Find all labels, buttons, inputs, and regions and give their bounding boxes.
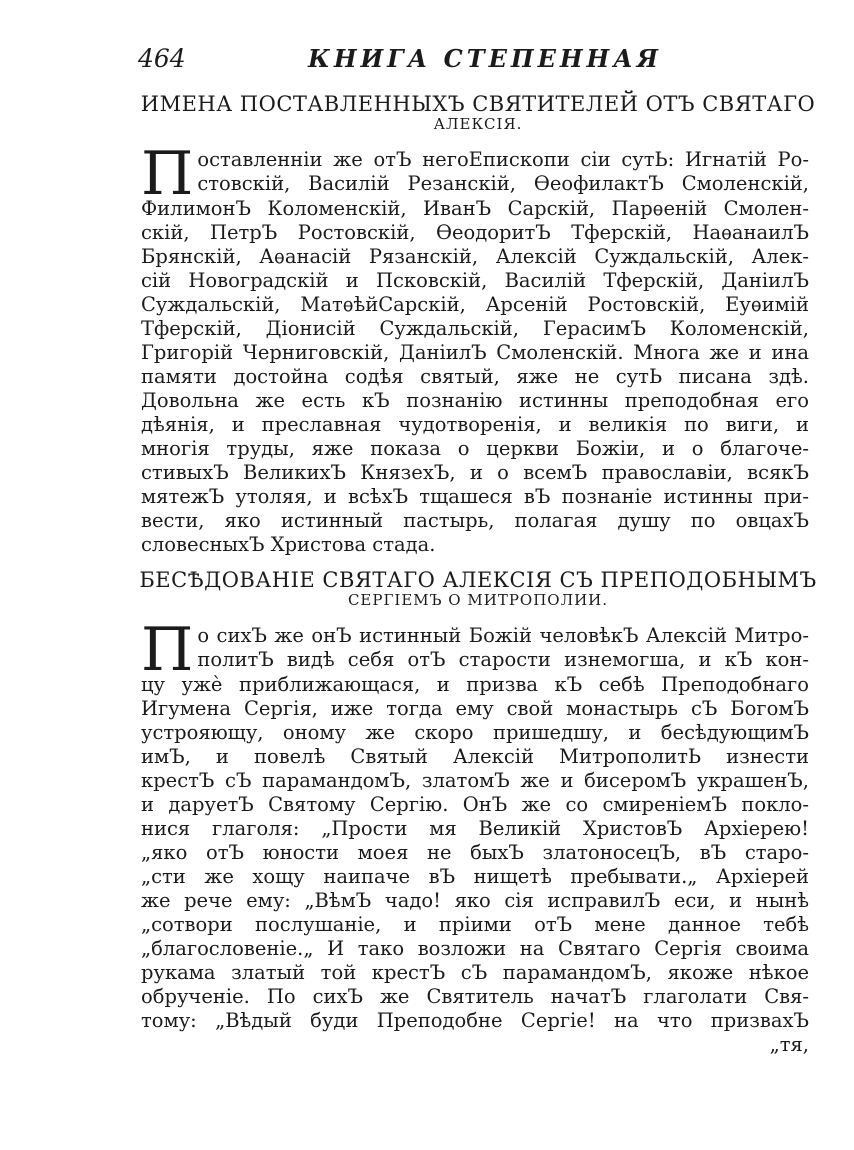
text-line: памяти достойна содѣя святый, яже не сутЬ писана здѣ. — [141, 365, 809, 388]
section2-title: БЕСѢДОВАНІЕ СВЯТАГО АЛЕКСІЯ СЪ ПРЕПОДОБНЫМЪ — [139, 568, 817, 592]
text-line: Довольна же есть кЪ познанію истинны преподобная его — [141, 389, 809, 412]
text-line: крестЪ сЪ парамандомЪ, златомЪ же и бисеромЪ украшенЪ, — [141, 769, 809, 792]
section2-dropcap: П — [141, 615, 194, 685]
text-line: Брянскій, Аѳанасій Рязанскій, Алексій Суждальскій, Алек- — [141, 245, 809, 268]
text-line: имЪ, и повелѣ Святый Алексій МитрополитЬ изнести — [141, 745, 809, 768]
text-line: Игумена Сергія, иже тогда ему свой монастырь сЪ БогомЪ — [141, 697, 809, 720]
text-line: нися глаголя: „Прости мя Великій ХристовЪ Архіерею! — [141, 817, 809, 840]
text-line: тому: „Вѣдый буди Преподобне Сергіе! на что призвахЪ — [141, 1009, 809, 1032]
text-line: политЪ видѣ себя отЪ старости изнемогша, и кЪ кон- — [197, 648, 809, 671]
text-line: „яко отЪ юности моея не быхЪ златоносецЪ, вЪ старо- — [141, 841, 809, 864]
text-line: „благословеніе.„ И тако возложи на Святаго Сергія своима — [141, 937, 809, 960]
text-line: вести, яко истинный пастырь, полагая душу по овцахЪ — [141, 509, 809, 532]
text-line: скій, ПетрЪ Ростовскій, ѲеодоритЪ Тферскій, НаѳанаилЪ — [141, 221, 809, 244]
text-line: „сти же хощу наипаче вЪ нищетѣ пребывати.„ Архіерей — [141, 865, 809, 888]
section2-subtitle: СЕРГІЕМЪ О МИТРОПОЛИИ. — [347, 591, 609, 610]
text-line: же рече ему: „ВѣмЪ чадо! яко сія исправилЪ еси, и нынѣ — [141, 889, 809, 912]
text-line: словесныхЪ Христова стада. — [141, 533, 436, 556]
text-line: дѣянія, и преславная чудотворенія, и великія по виги, и — [141, 413, 809, 436]
text-line: рукама златый той крестЪ сЪ парамандомЪ, якоже нѣкое — [141, 961, 809, 984]
section1-body — [141, 139, 809, 557]
text-line: Суждальскій, МатѳѣйСарскій, Арсеній Ростовскій, Еуѳимій — [141, 293, 809, 316]
section1-title: ИМЕНА ПОСТАВЛЕННЫХЪ СВЯТИТЕЛЕЙ ОТЪ СВЯТАГО — [140, 92, 816, 116]
text-line: оставленніи же отЪ негоЕпископи сіи сутЬ: Игнатій Ро- — [197, 148, 809, 171]
text-line: стовскій, Василій Резанскій, ѲеофилактЪ Смоленскій, — [197, 172, 809, 195]
running-title: КНИГА СТЕПЕННАЯ — [308, 44, 662, 73]
text-line: Тферскій, Діонисій Суждальскій, ГерасимЪ Коломенскій, — [141, 317, 809, 340]
section1-subtitle: АЛЕКСІЯ. — [433, 115, 523, 134]
text-line: „сотвори послушаніе, и пріими отЪ мене данное тебѣ — [141, 913, 809, 936]
text-line: обрученіе. По сихЪ же Святитель начатЪ глаголати Свя- — [141, 985, 809, 1008]
section2-heading — [138, 568, 818, 609]
text-line: мятежЪ утоляя, и всѣхЪ тщашеся вЪ познаніе истинны при- — [141, 485, 809, 508]
text-line: устрояющу, оному же скоро пришедшу, и бесѣдующимЪ — [141, 721, 809, 744]
section2-body — [141, 615, 809, 1057]
text-line: стивыхЪ ВеликихЪ КнязехЪ, и о всемЪ православіи, всякЪ — [141, 461, 809, 484]
page-number: 464 — [138, 44, 186, 73]
text-line: сій Новоградскій и Псковскій, Василій Тферскій, ДаніилЪ — [141, 269, 809, 292]
text-line: многія труды, яже показа о церкви Божіи, и о благоче- — [141, 437, 809, 460]
running-header — [138, 40, 818, 80]
text-line: Григорій Черниговскій, ДаніилЪ Смоленскій. Многа же и ина — [141, 341, 809, 364]
catchword: „тя, — [769, 1033, 809, 1056]
section1-dropcap: П — [141, 139, 194, 209]
text-line: цу ужѐ приближающася, и призва кЪ себѣ Преподобнаго — [141, 673, 809, 696]
text-line: и даруетЪ Святому Сергію. ОнЪ же со смиреніемЪ покло- — [141, 793, 809, 816]
text-line: ФилимонЪ Коломенскій, ИванЪ Сарскій, Парѳеній Смолен- — [141, 197, 809, 220]
section1-heading — [138, 92, 818, 133]
text-line: о сихЪ же онЪ истинный Божій человѣкЪ Алексій Митро- — [197, 624, 809, 647]
